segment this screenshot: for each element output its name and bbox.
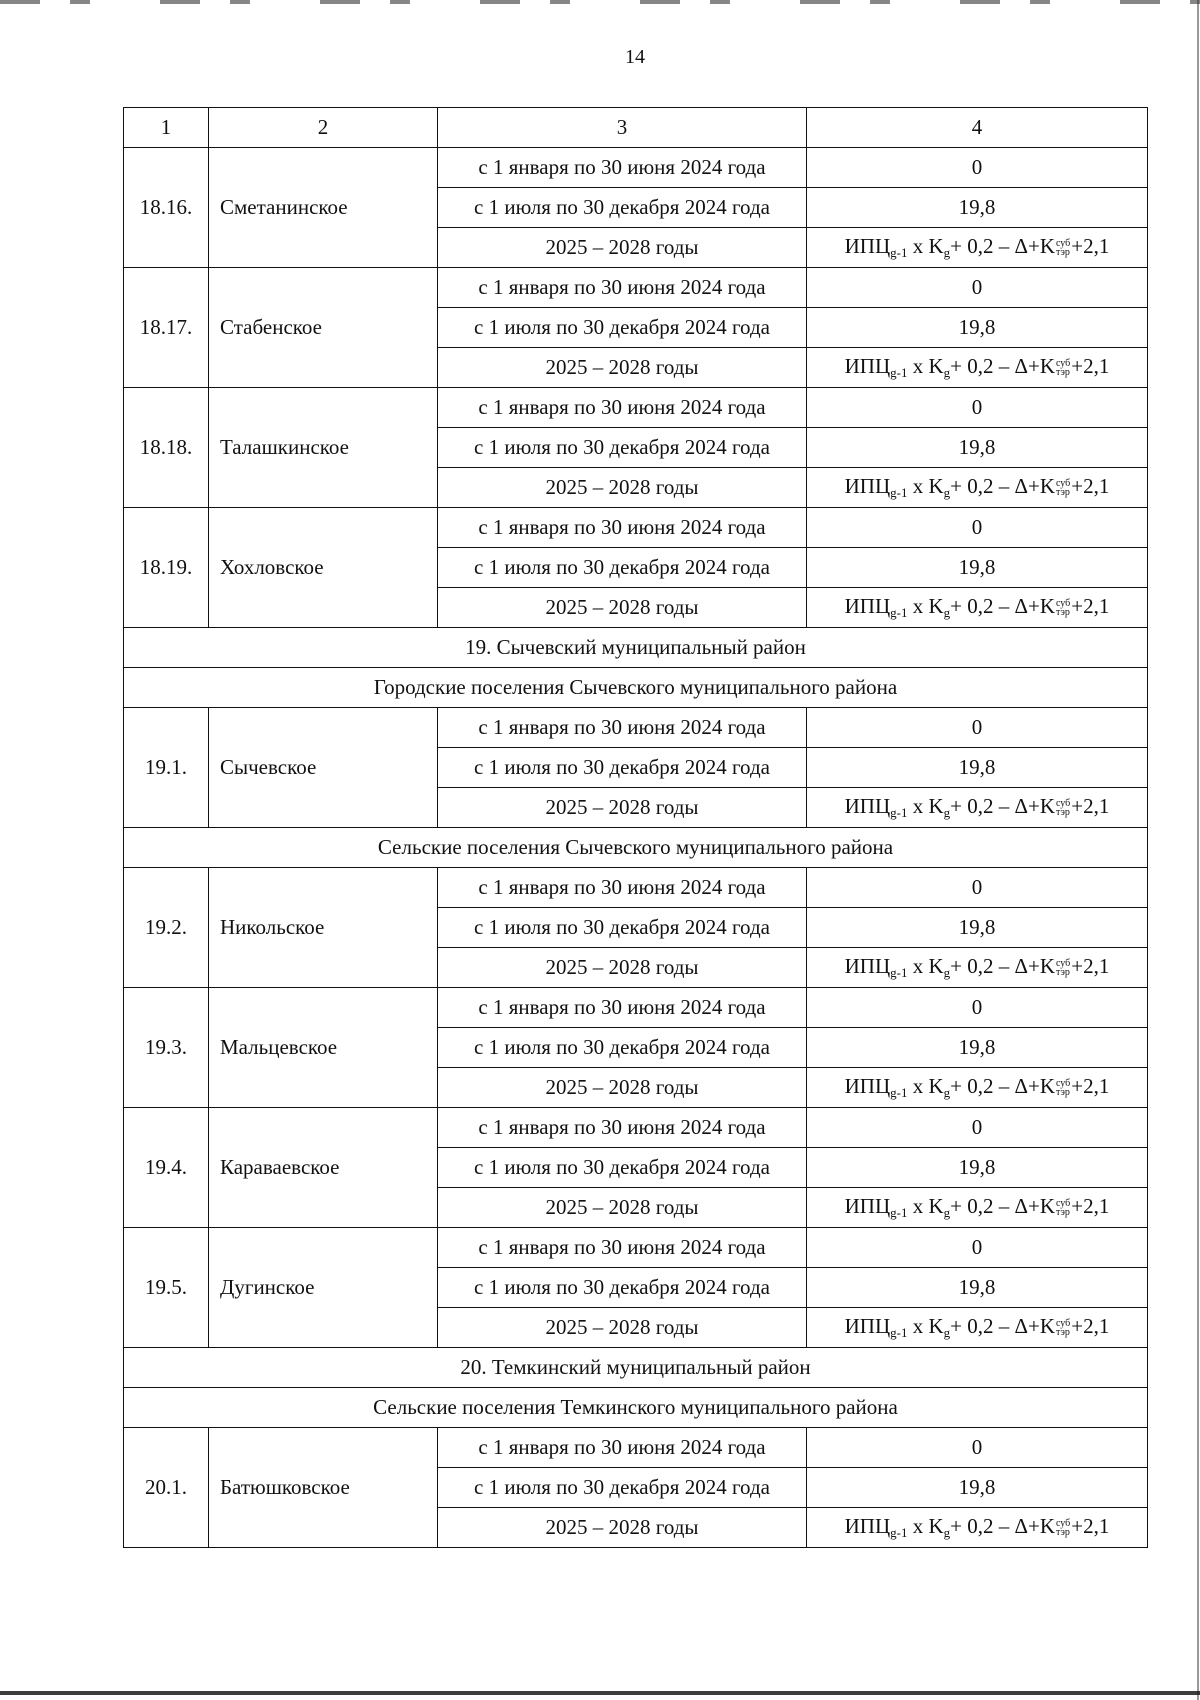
table-row [124,148,1148,188]
formula-ipc-subscript: g-1 [890,1205,908,1220]
formula-ipc-subscript: g-1 [890,1525,908,1540]
period-cell: с 1 июля по 30 декабря 2024 года [438,428,807,468]
table-row [124,508,1148,548]
header-cell-4: 4 [807,108,1148,148]
formula-tail: +2,1 [1071,594,1110,618]
period-cell: с 1 июля по 30 декабря 2024 года [438,1148,807,1188]
period-cell: с 1 июля по 30 декабря 2024 года [438,308,807,348]
formula-tail: +2,1 [1071,1314,1110,1338]
formula-ipc-subscript: g-1 [890,1085,908,1100]
period-cell: с 1 июля по 30 декабря 2024 года [438,188,807,228]
value-cell [807,348,1148,388]
formula-k-subscript: g [943,965,951,980]
formula-k-subscript: g [943,1205,951,1220]
period-cell: с 1 июля по 30 декабря 2024 года [438,548,807,588]
tariff-formula [845,474,1110,498]
value-cell [807,788,1148,828]
period-cell: 2025 – 2028 годы [438,948,807,988]
tariff-formula [845,234,1110,258]
section-row [124,828,1148,868]
period-cell: 2025 – 2028 годы [438,1308,807,1348]
value-cell: 19,8 [807,748,1148,788]
period-cell: 2025 – 2028 годы [438,348,807,388]
period-cell: 2025 – 2028 годы [438,1188,807,1228]
formula-ipc-subscript: g-1 [890,965,908,980]
section-row [124,628,1148,668]
formula-times-k: х K [907,794,944,818]
scan-right-edge [1197,0,1199,1700]
tariff-formula [845,354,1110,378]
section-row [124,668,1148,708]
formula-k2-superscript: суб [1056,478,1071,490]
formula-k2-superscript: суб [1056,238,1071,250]
formula-k-subscript: g [943,805,951,820]
header-cell-3: 3 [438,108,807,148]
settlement-name: Караваевское [209,1108,438,1228]
settlement-number: 19.3. [124,988,209,1108]
settlement-number: 19.1. [124,708,209,828]
value-cell [807,1188,1148,1228]
formula-k2-indices [1056,239,1070,257]
settlement-number: 20.1. [124,1428,209,1548]
value-cell [807,588,1148,628]
formula-k2-superscript: суб [1056,1078,1071,1090]
value-cell [807,948,1148,988]
tariff-formula [845,794,1110,818]
settlement-name: Батюшковское [209,1428,438,1548]
value-cell: 0 [807,268,1148,308]
section-heading: Городские поселения Сычевского муниципального района [124,668,1148,708]
formula-ipc: ИПЦ [844,234,891,258]
table-body [124,108,1148,1548]
page-number: 14 [625,46,645,68]
section-heading: 20. Темкинский муниципальный район [124,1348,1148,1388]
settlement-name: Талашкинское [209,388,438,508]
formula-k2-subscript: тэр [1056,807,1070,819]
table-row [124,1428,1148,1468]
formula-k2-indices [1056,799,1070,817]
settlement-number: 19.4. [124,1108,209,1228]
formula-k2-indices [1056,599,1070,617]
value-cell: 0 [807,508,1148,548]
value-cell: 19,8 [807,908,1148,948]
formula-k2-superscript: суб [1056,1518,1071,1530]
formula-ipc: ИПЦ [844,794,891,818]
formula-k2-superscript: суб [1056,798,1071,810]
formula-tail: +2,1 [1071,354,1110,378]
formula-k2-subscript: тэр [1056,1087,1070,1099]
period-cell: с 1 июля по 30 декабря 2024 года [438,748,807,788]
formula-k2-subscript: тэр [1056,1327,1070,1339]
formula-times-k: х K [907,1194,944,1218]
settlement-name: Никольское [209,868,438,988]
formula-ipc-subscript: g-1 [890,485,908,500]
formula-k2-indices [1056,1079,1070,1097]
formula-k-subscript: g [943,1325,951,1340]
formula-k2-subscript: тэр [1056,607,1070,619]
value-cell: 0 [807,988,1148,1028]
formula-k-subscript: g [943,485,951,500]
value-cell: 19,8 [807,1028,1148,1068]
value-cell: 0 [807,708,1148,748]
formula-middle: + 0,2 – Δ+K [950,474,1055,498]
period-cell: с 1 января по 30 июня 2024 года [438,388,807,428]
settlement-name: Сметанинское [209,148,438,268]
formula-tail: +2,1 [1071,1074,1110,1098]
formula-k-subscript: g [943,1525,951,1540]
formula-ipc: ИПЦ [844,1514,891,1538]
period-cell: 2025 – 2028 годы [438,1068,807,1108]
period-cell: 2025 – 2028 годы [438,1508,807,1548]
settlement-name: Сычевское [209,708,438,828]
formula-tail: +2,1 [1071,474,1110,498]
formula-ipc: ИПЦ [844,954,891,978]
settlement-name: Хохловское [209,508,438,628]
formula-times-k: х K [907,954,944,978]
value-cell: 19,8 [807,308,1148,348]
period-cell: с 1 января по 30 июня 2024 года [438,1228,807,1268]
settlement-name: Дугинское [209,1228,438,1348]
value-cell: 0 [807,388,1148,428]
value-cell: 0 [807,148,1148,188]
formula-k2-subscript: тэр [1056,367,1070,379]
formula-ipc: ИПЦ [844,1314,891,1338]
settlement-number: 18.19. [124,508,209,628]
period-cell: 2025 – 2028 годы [438,588,807,628]
period-cell: с 1 июля по 30 декабря 2024 года [438,1468,807,1508]
section-heading: Сельские поселения Темкинского муниципального района [124,1388,1148,1428]
tariff-formula [845,1514,1110,1538]
formula-middle: + 0,2 – Δ+K [950,234,1055,258]
value-cell: 19,8 [807,1148,1148,1188]
settlement-name: Мальцевское [209,988,438,1108]
period-cell: 2025 – 2028 годы [438,468,807,508]
value-cell: 19,8 [807,1268,1148,1308]
table-row [124,988,1148,1028]
period-cell: с 1 января по 30 июня 2024 года [438,1428,807,1468]
period-cell: с 1 января по 30 июня 2024 года [438,988,807,1028]
formula-tail: +2,1 [1071,1194,1110,1218]
formula-ipc: ИПЦ [844,594,891,618]
formula-ipc-subscript: g-1 [890,605,908,620]
formula-middle: + 0,2 – Δ+K [950,1314,1055,1338]
formula-k2-indices [1056,359,1070,377]
period-cell: с 1 января по 30 июня 2024 года [438,708,807,748]
value-cell: 19,8 [807,428,1148,468]
period-cell: с 1 января по 30 июня 2024 года [438,1108,807,1148]
formula-k2-superscript: суб [1056,598,1071,610]
formula-k-subscript: g [943,365,951,380]
formula-middle: + 0,2 – Δ+K [950,354,1055,378]
formula-k-subscript: g [943,605,951,620]
tariff-formula [845,1314,1110,1338]
formula-k2-indices [1056,959,1070,977]
header-cell-2: 2 [209,108,438,148]
scan-bottom-edge [0,1691,1200,1695]
settlement-number: 19.5. [124,1228,209,1348]
settlement-number: 18.16. [124,148,209,268]
formula-tail: +2,1 [1071,1514,1110,1538]
header-row [124,108,1148,148]
value-cell: 0 [807,1108,1148,1148]
value-cell: 19,8 [807,1468,1148,1508]
formula-k2-indices [1056,1519,1070,1537]
formula-k-subscript: g [943,245,951,260]
table-row [124,1108,1148,1148]
formula-ipc-subscript: g-1 [890,245,908,260]
tariff-formula [845,1074,1110,1098]
table-row [124,708,1148,748]
formula-ipc: ИПЦ [844,354,891,378]
section-heading: 19. Сычевский муниципальный район [124,628,1148,668]
formula-times-k: х K [907,354,944,378]
formula-times-k: х K [907,234,944,258]
period-cell: 2025 – 2028 годы [438,228,807,268]
formula-tail: +2,1 [1071,794,1110,818]
formula-middle: + 0,2 – Δ+K [950,954,1055,978]
settlement-name: Стабенское [209,268,438,388]
settlement-number: 18.18. [124,388,209,508]
settlement-number: 18.17. [124,268,209,388]
value-cell: 19,8 [807,548,1148,588]
formula-ipc-subscript: g-1 [890,1325,908,1340]
formula-k2-subscript: тэр [1056,487,1070,499]
formula-times-k: х K [907,1074,944,1098]
period-cell: с 1 июля по 30 декабря 2024 года [438,908,807,948]
formula-k2-subscript: тэр [1056,1527,1070,1539]
formula-middle: + 0,2 – Δ+K [950,1194,1055,1218]
formula-ipc: ИПЦ [844,1194,891,1218]
section-row [124,1388,1148,1428]
tariff-table [123,107,1148,1548]
value-cell [807,1068,1148,1108]
value-cell: 0 [807,1428,1148,1468]
tariff-formula [845,954,1110,978]
formula-k2-subscript: тэр [1056,967,1070,979]
formula-times-k: х K [907,1314,944,1338]
value-cell: 19,8 [807,188,1148,228]
period-cell: с 1 июля по 30 декабря 2024 года [438,1268,807,1308]
period-cell: с 1 января по 30 июня 2024 года [438,268,807,308]
formula-ipc: ИПЦ [844,474,891,498]
formula-times-k: х K [907,474,944,498]
formula-middle: + 0,2 – Δ+K [950,794,1055,818]
formula-times-k: х K [907,1514,944,1538]
period-cell: с 1 января по 30 июня 2024 года [438,148,807,188]
period-cell: с 1 июля по 30 декабря 2024 года [438,1028,807,1068]
period-cell: с 1 января по 30 июня 2024 года [438,508,807,548]
value-cell [807,228,1148,268]
table-row [124,268,1148,308]
period-cell: 2025 – 2028 годы [438,788,807,828]
value-cell [807,1308,1148,1348]
formula-ipc: ИПЦ [844,1074,891,1098]
formula-k2-superscript: суб [1056,1198,1071,1210]
formula-k2-indices [1056,1199,1070,1217]
formula-k2-indices [1056,479,1070,497]
value-cell [807,1508,1148,1548]
formula-middle: + 0,2 – Δ+K [950,1514,1055,1538]
formula-times-k: х K [907,594,944,618]
table-row [124,388,1148,428]
formula-middle: + 0,2 – Δ+K [950,1074,1055,1098]
formula-k2-superscript: суб [1056,358,1071,370]
formula-k2-subscript: тэр [1056,247,1070,259]
settlement-number: 19.2. [124,868,209,988]
formula-k-subscript: g [943,1085,951,1100]
table-row [124,868,1148,908]
value-cell: 0 [807,1228,1148,1268]
formula-tail: +2,1 [1071,234,1110,258]
value-cell: 0 [807,868,1148,908]
tariff-formula [845,594,1110,618]
formula-ipc-subscript: g-1 [890,805,908,820]
value-cell [807,468,1148,508]
formula-k2-indices [1056,1319,1070,1337]
scan-top-edge [0,0,1200,4]
formula-k2-superscript: суб [1056,958,1071,970]
section-row [124,1348,1148,1388]
formula-tail: +2,1 [1071,954,1110,978]
formula-middle: + 0,2 – Δ+K [950,594,1055,618]
table-row [124,1228,1148,1268]
formula-ipc-subscript: g-1 [890,365,908,380]
header-cell-1: 1 [124,108,209,148]
formula-k2-subscript: тэр [1056,1207,1070,1219]
period-cell: с 1 января по 30 июня 2024 года [438,868,807,908]
tariff-formula [845,1194,1110,1218]
section-heading: Сельские поселения Сычевского муниципального района [124,828,1148,868]
formula-k2-superscript: суб [1056,1318,1071,1330]
